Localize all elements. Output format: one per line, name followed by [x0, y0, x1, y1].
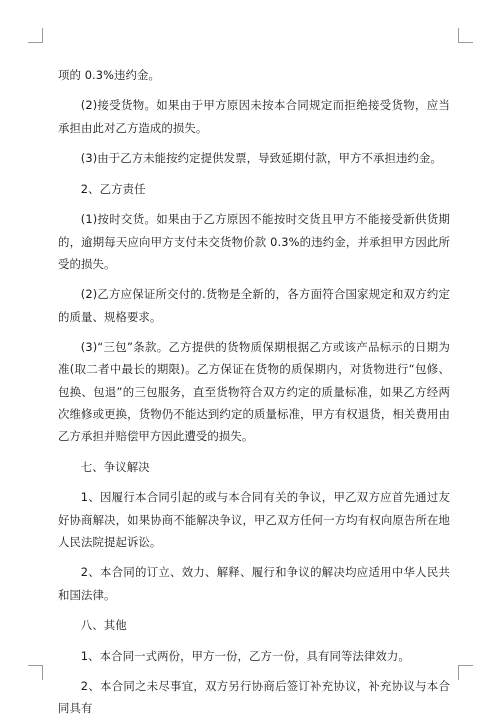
paragraph-supplement: 2、本合同之未尽事宜，双方另行协商后签订补充协议，补充协议与本合同具有 — [58, 679, 450, 716]
paragraph-governing-law: 2、本合同的订立、效力、解释、履行和争议的解决均应适用中华人民共和国法律。 — [58, 565, 450, 602]
crop-mark-bottom-left — [28, 665, 43, 680]
paragraph-three-guarantees: (3)“三包”条款。乙方提供的货物质保期根据乙方或该产品标示的日期为准(取二者中最长的期限)。乙方保证在货物的质保期内，对货物进行“包修、包换、包退”的三包服务，直至货物符合双方约定的质量标准，如果乙方经两次维修或更换，货物仍不能达到约定的质量标准，甲方有权退货，相关费用由乙方承担并赔偿甲方因此遭受的损失。 — [58, 340, 450, 444]
section-heading-dispute: 七、争议解决 — [80, 459, 150, 474]
crop-mark-top-right — [458, 28, 473, 43]
paragraph-continuation: 项的 0.3%违约金。 — [58, 68, 161, 82]
paragraph-quality: (2)乙方应保证所交付的.货物是全新的，各方面符合国家规定和双方约定的质量、规格要求。 — [58, 287, 450, 324]
paragraph-dispute-negotiation: 1、因履行本合同引起的或与本合同有关的争议，甲乙双方应首先通过友好协商解决，如果协商不能解决争议，甲乙双方任何一方均有权向原告所在地人民法院提起诉讼。 — [58, 490, 450, 549]
crop-mark-top-left — [28, 28, 43, 43]
section-heading-party-b: 2、乙方责任 — [80, 181, 146, 196]
paragraph-copies: 1、本合同一式两份，甲方一份，乙方一份，具有同等法律效力。 — [80, 648, 410, 663]
document-body — [58, 64, 450, 728]
section-heading-other: 八、其他 — [80, 618, 127, 633]
crop-mark-bottom-right — [458, 665, 473, 680]
paragraph-invoice: (3)由于乙方未能按约定提供发票，导致延期付款，甲方不承担违约金。 — [80, 151, 442, 166]
paragraph-accept-goods: (2)接受货物。如果由于甲方原因未按本合同规定而拒绝接受货物，应当承担由此对乙方造成的损失。 — [58, 98, 450, 135]
paragraph-on-time-delivery: (1)按时交货。如果由于乙方原因不能按时交货且甲方不能接受新供货期的，逾期每天应向甲方支付未交货物价款 0.3%的违约金，并承担甲方因此所受的损失。 — [58, 212, 450, 271]
